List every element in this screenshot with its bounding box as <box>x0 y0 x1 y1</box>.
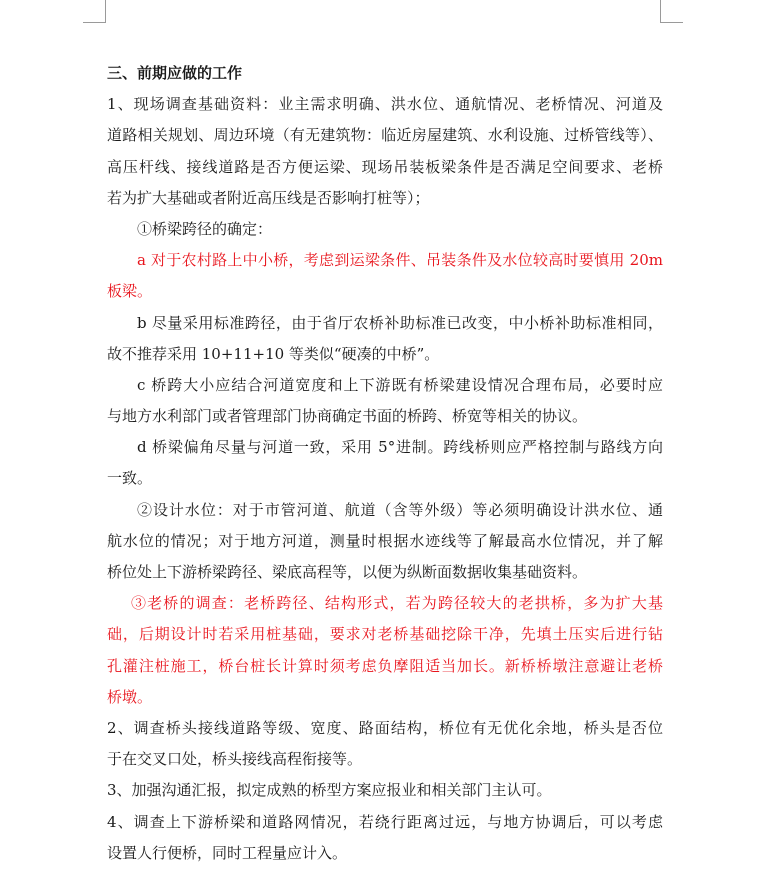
text-line: 础，后期设计时若采用桩基础，要求对老桥基础挖除干净，先填土压实后进行钻 <box>107 625 663 644</box>
text-line: d 桥梁偏角尽量与河道一致，采用 5°进制。跨线桥则应严格控制与路线方向 <box>137 438 663 457</box>
text-line: 3、加强沟通汇报，拟定成熟的桥型方案应报业和相关部门主认可。 <box>107 781 552 800</box>
text-line: a 对于农村路上中小桥，考虑到运梁条件、吊装条件及水位较高时要慎用 20m <box>137 251 663 270</box>
text-line: 若为扩大基础或者附近高压线是否影响打桩等）； <box>107 188 430 207</box>
document-body <box>107 58 663 869</box>
text-line: 一致。 <box>107 469 153 488</box>
text-line: 故不推荐采用 10+11+10 等类似“硬凑的中桥”。 <box>107 344 440 363</box>
text-line: 板梁。 <box>107 282 153 301</box>
paragraph-item-4 <box>107 807 663 869</box>
section-title: 三、前期应做的工作 <box>107 64 243 82</box>
text-line: 与地方水利部门或者管理部门协商确定书面的桥跨、桥宽等相关的协议。 <box>107 407 588 426</box>
text-line: b 尽量采用标准跨径，由于省厅农桥补助标准已改变，中小桥补助标准相同， <box>137 313 663 332</box>
paragraph-span-c <box>107 370 663 432</box>
text-line: c 桥跨大小应结合河道宽度和上下游既有桥梁建设情况合理布局，必要时应 <box>137 375 663 394</box>
text-line: 设置人行便桥，同时工程量应计入。 <box>107 843 348 862</box>
paragraph-span-b <box>107 308 663 370</box>
text-line: 4、调查上下游桥梁和道路网情况，若绕行距离过远，与地方协调后，可以考虑 <box>107 812 663 831</box>
text-line: 高压杆线、接线道路是否方便运梁、现场吊装板梁条件是否满足空间要求、老桥 <box>107 157 663 176</box>
text-line: 桥位处上下游桥梁跨径、梁底高程等，以便为纵断面数据收集基础资料。 <box>107 563 588 581</box>
page-corner-mark-left <box>83 0 106 23</box>
paragraph-span-d <box>107 432 663 494</box>
text-line: ②设计水位：对于市管河道、航道（含等外级）等必须明确设计洪水位、通 <box>137 500 663 519</box>
paragraph-item-1 <box>107 89 663 214</box>
text-line: 孔灌注桩施工，桥台桩长计算时须考虑负摩阻适当加长。新桥桥墩注意避让老桥 <box>107 656 663 675</box>
paragraph-span-a <box>107 245 663 307</box>
span-subheading: ①桥梁跨径的确定： <box>137 219 273 238</box>
text-line: ③老桥的调查：老桥跨径、结构形式，若为跨径较大的老拱桥，多为扩大基 <box>131 594 663 613</box>
text-line: 2、调查桥头接线道路等级、宽度、路面结构，桥位有无优化余地，桥头是否位 <box>107 718 663 737</box>
text-line: 道路相关规划、周边环境（有无建筑物：临近房屋建筑、水利设施、过桥管线等）、 <box>107 126 663 145</box>
text-line: 桥墩。 <box>107 687 153 706</box>
paragraph-design-water-level <box>107 495 663 589</box>
text-line: 航水位的情况；对于地方河道，测量时根据水迹线等了解最高水位情况，并了解 <box>107 531 663 550</box>
text-line: 1、现场调查基础资料：业主需求明确、洪水位、通航情况、老桥情况、河道及 <box>107 95 663 114</box>
paragraph-old-bridge-survey <box>107 588 663 713</box>
paragraph-item-3 <box>107 775 663 806</box>
paragraph-item-2 <box>107 713 663 775</box>
page-corner-mark-right <box>660 0 683 23</box>
text-line: 于在交叉口处，桥头接线高程衔接等。 <box>107 750 363 769</box>
